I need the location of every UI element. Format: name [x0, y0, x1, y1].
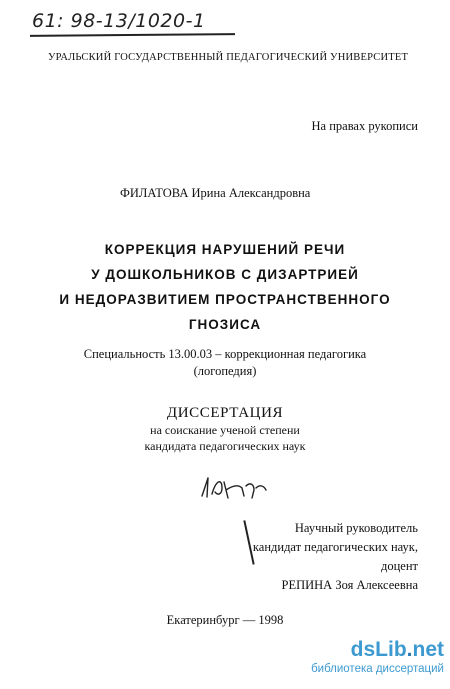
author-name: ФИЛАТОВА Ирина Александровна [120, 186, 311, 200]
logo-tld: net [412, 638, 444, 661]
title-line: У ДОШКОЛЬНИКОВ С ДИЗАРТРИЕЙ [91, 267, 359, 282]
signature-image [198, 472, 268, 502]
specialty-subline: (логопедия) [193, 364, 257, 378]
watermark [311, 638, 444, 676]
dissertation-title [0, 237, 450, 337]
logo-main: dsLib [350, 638, 407, 661]
advisor-block [253, 519, 418, 595]
watermark-logo [311, 638, 444, 662]
advisor-rank: доцент [381, 559, 418, 573]
degree-line: кандидата педагогических наук [144, 439, 306, 453]
advisor-degree: кандидат педагогических наук, [252, 540, 418, 554]
title-line: КОРРЕКЦИЯ НАРУШЕНИЙ РЕЧИ [104, 242, 346, 257]
title-line: И НЕДОРАЗВИТИЕМ ПРОСТРАНСТВЕННОГО [59, 292, 391, 307]
city-year: Екатеринбург — 1998 [166, 613, 284, 627]
specialty-block [0, 346, 450, 380]
title-line: ГНОЗИСА [188, 317, 262, 332]
university-name: УРАЛЬСКИЙ ГОСУДАРСТВЕННЫЙ ПЕДАГОГИЧЕСКИЙ УНИВЕРСИТЕТ [48, 52, 409, 63]
rights-note: На правах рукописи [311, 119, 418, 133]
dissertation-block [0, 404, 450, 454]
advisor-role: Научный руководитель [294, 521, 418, 535]
watermark-tagline: библиотека диссертаций [311, 663, 444, 675]
logo-dot: . [406, 638, 413, 661]
handwritten-archive-code: 61: 98-13/1020-1 [32, 10, 206, 32]
degree-line: на соискание ученой степени [150, 423, 300, 437]
specialty-line: Специальность 13.00.03 – коррекционная педагогика [83, 347, 367, 361]
underline-stroke [30, 33, 235, 36]
dissertation-heading: ДИССЕРТАЦИЯ [166, 405, 284, 421]
advisor-name: РЕПИНА Зоя Алексеевна [281, 578, 418, 592]
